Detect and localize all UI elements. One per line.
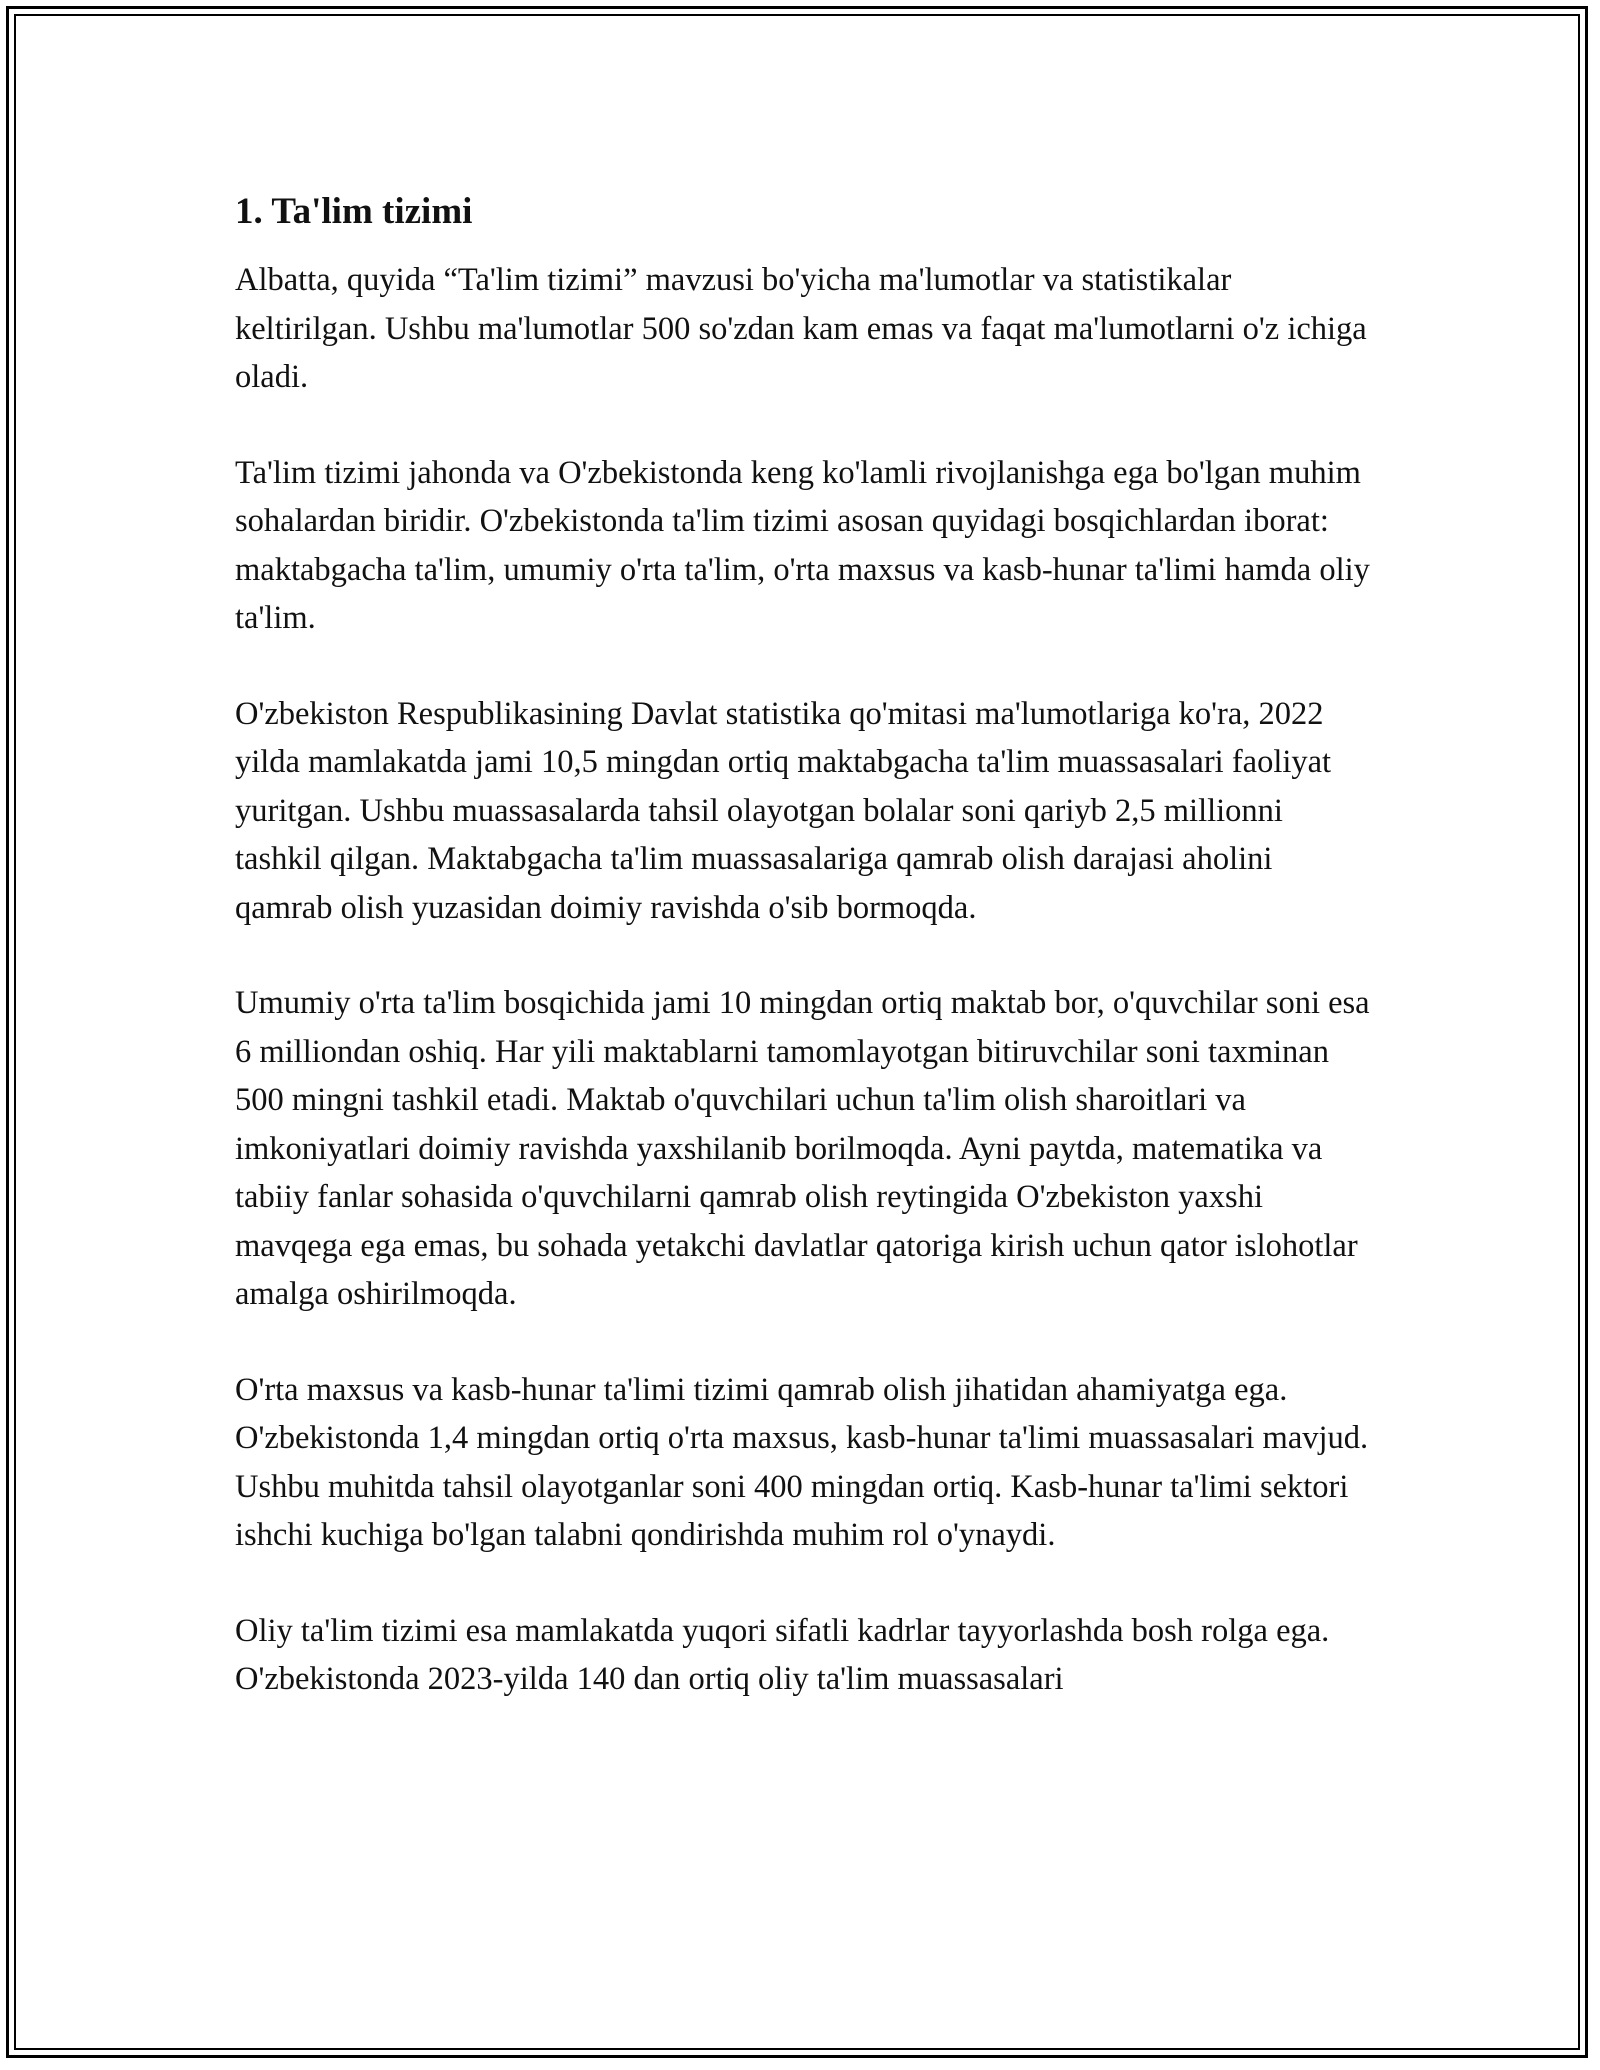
paragraph-vocational: O'rta maxsus va kasb-hunar ta'limi tizimi qamrab olish jihatidan ahamiyatga ega. O'zbekistonda 1,4 mingdan ortiq o'rta maxsus, kasb-hunar ta'limi muassasalari mavjud. Ushbu muhitda tahsil olayotganlar soni 400 mingdan ortiq. Kasb-hunar ta'limi sektori ishchi kuchiga bo'lgan talabni qondirishda muhim rol o'ynaydi. <box>235 1371 1369 1553</box>
paragraph-general-secondary: Umumiy o'rta ta'lim bosqichida jami 10 mingdan ortiq maktab bor, o'quvchilar soni esa 6 milliondan oshiq. Har yili maktablarni tamomlayotgan bitiruvchilar soni taxminan 500 mingni tashkil etadi. Maktab o'quvchilari uchun ta'lim olish sharoitlari va imkoniyatlari doimiy ravishda yaxshilanib borilmoqda. Ayni paytda, matematika va tabiiy fanlar sohasida o'quvchilarni qamrab olish reytingida O'zbekiston yaxshi mavqega ega emas, bu sohada yetakchi davlatlar qatoriga kirish uchun qator islohotlar amalga oshirilmoqda. <box>235 985 1370 1312</box>
section-title: 1. Ta'lim tizimi <box>235 191 473 232</box>
paragraph-overview: Ta'lim tizimi jahonda va O'zbekistonda keng ko'lamli rivojlanishga ega bo'lgan muhim sohalardan biridir. O'zbekistonda ta'lim tizimi asosan quyidagi bosqichlardan iborat: maktabgacha ta'lim, umumiy o'rta ta'lim, o'rta maxsus va kasb-hunar ta'limi hamda oliy ta'lim. <box>235 454 1370 636</box>
document-body <box>235 190 1375 1751</box>
paragraph-intro: Albatta, quyida “Ta'lim tizimi” mavzusi bo'yicha ma'lumotlar va statistikalar keltirilgan. Ushbu ma'lumotlar 500 so'zdan kam emas va faqat ma'lumotlarni o'z ichiga oladi. <box>235 262 1367 395</box>
paragraph-preschool: O'zbekiston Respublikasining Davlat statistika qo'mitasi ma'lumotlariga ko'ra, 2022 yilda mamlakatda jami 10,5 mingdan ortiq maktabgacha ta'lim muassasalari faoliyat yuritgan. Ushbu muassasalarda tahsil olayotgan bolalar soni qariyb 2,5 millionni tashkil qilgan. Maktabgacha ta'lim muassasalariga qamrab olish darajasi aholini qamrab olish yuzasidan doimiy ravishda o'sib bormoqda. <box>235 695 1332 926</box>
paragraph-higher-education: Oliy ta'lim tizimi esa mamlakatda yuqori sifatli kadrlar tayyorlashda bosh rolga ega. O'zbekistonda 2023-yilda 140 dan ortiq oliy ta'lim muassasalari <box>235 1612 1330 1697</box>
